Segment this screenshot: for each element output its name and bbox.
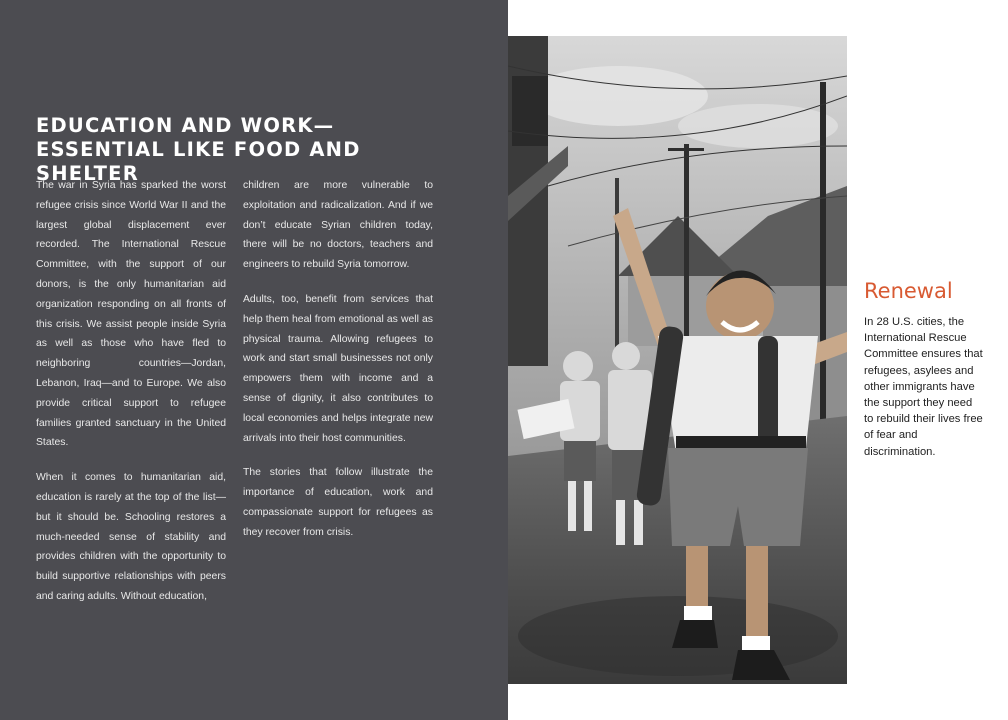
text-column-2 (243, 176, 433, 558)
paragraph: The war in Syria has sparked the worst refugee crisis since World War II and the largest global displacement ever recorded. The International Rescue Committee, with the support of our donors, is the only humanitarian aid organization responding on all fronts of this crisis. We assist people inside Syria as well as those who have fled to neighboring countries—Jordan, Lebanon, Iraq—and to Europe. We also provide critical support to refugee families granted sanctuary in the United States. (36, 180, 226, 449)
paragraph: Adults, too, benefit from services that help them heal from emotional as well as physical trauma. Allowing refugees to work and start small businesses not only empowers them with income and a sense of dignity, it also contributes to local economies and helps integrate new arrivals into their host communities. (243, 293, 433, 444)
schoolchildren-photo (508, 36, 847, 684)
sidebar-text: In 28 U.S. cities, the International Rescue Committee ensures that refugees, asylees and other immigrants have the support they need to rebuild their lives free of fear and discrimination. (864, 316, 983, 458)
sidebar-title: Renewal (864, 279, 953, 303)
paragraph: children are more vulnerable to exploitation and radicalization. And if we don’t educate Syrian children today, there will be no doctors, teachers and engineers to rebuild Syria tomorrow. (243, 180, 433, 271)
paragraph: The stories that follow illustrate the importance of education, work and compassionate support for refugees as they recover from crisis. (243, 467, 433, 538)
photo-illustration (508, 36, 847, 684)
paragraph: When it comes to humanitarian aid, education is rarely at the top of the list—but it should be. Schooling restores a much-needed sense of stability and provides children with the opportunity to build supportive relationships with peers and caring adults. Without education, (36, 472, 226, 602)
article-heading: EDUCATION AND WORK—ESSENTIAL LIKE FOOD AND SHELTER (36, 114, 361, 185)
text-column-1 (36, 176, 226, 622)
